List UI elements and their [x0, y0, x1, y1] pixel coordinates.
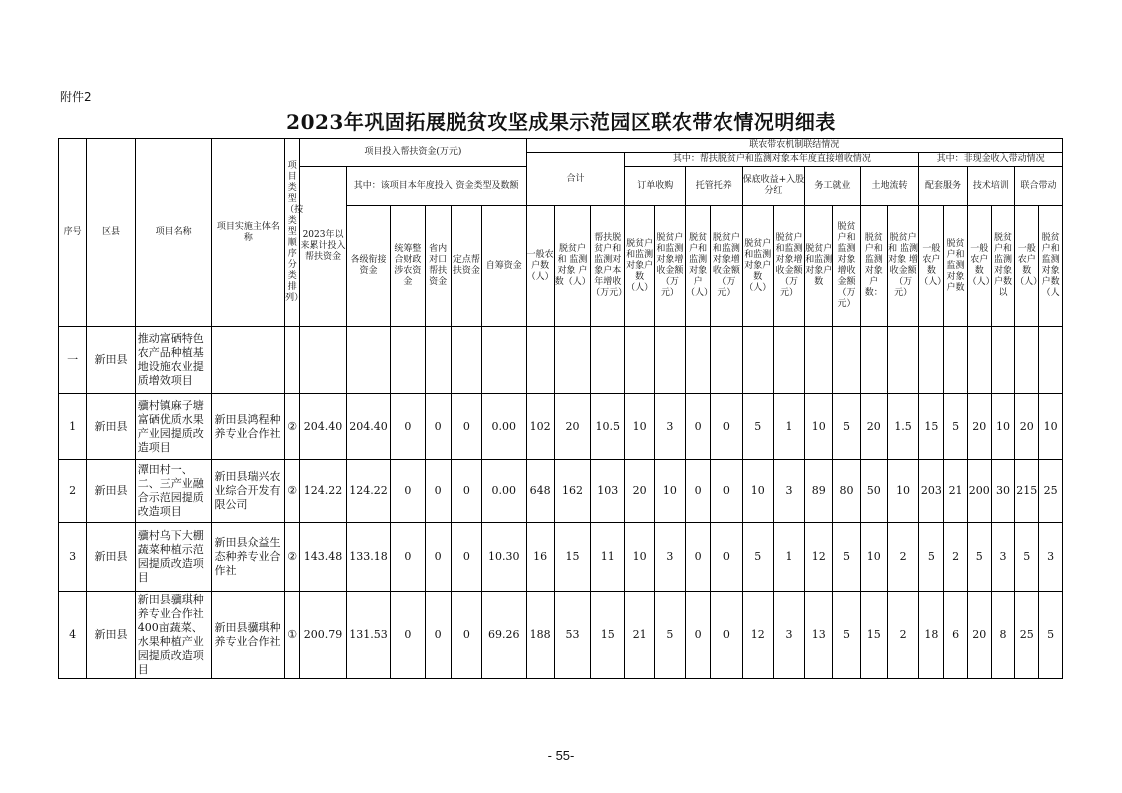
- row-fund: 204.40: [346, 394, 390, 460]
- row-county: 新田县: [87, 394, 135, 460]
- row-value: 2: [944, 523, 967, 592]
- row-entity: [212, 327, 285, 394]
- row-fund: 10.30: [482, 523, 526, 592]
- row-value: 215: [1015, 460, 1039, 523]
- table-row: [59, 523, 1063, 592]
- row-cumulative: [300, 327, 346, 394]
- row-value: 1: [773, 523, 804, 592]
- row-fund: 0: [425, 523, 451, 592]
- row-value: 648: [526, 460, 554, 523]
- header-custody: 托管托养: [686, 167, 743, 206]
- row-value: 2: [887, 523, 918, 592]
- row-value: [887, 327, 918, 394]
- row-value: 103: [591, 460, 625, 523]
- row-value: 10: [860, 523, 887, 592]
- row-fund: 0.00: [482, 394, 526, 460]
- header-joint: 联合带动: [1015, 167, 1063, 206]
- row-cumulative: 143.48: [300, 523, 346, 592]
- row-value: 20: [860, 394, 887, 460]
- row-entity: 新田县瑞兴农业综合开发有限公司: [212, 460, 285, 523]
- row-value: 12: [805, 523, 833, 592]
- row-value: 200: [967, 460, 991, 523]
- row-value: 5: [833, 394, 860, 460]
- row-seq: 2: [59, 460, 87, 523]
- row-value: [1015, 327, 1039, 394]
- row-value: 1.5: [887, 394, 918, 460]
- row-fund: 0: [425, 592, 451, 679]
- row-value: [591, 327, 625, 394]
- row-fund: [451, 327, 481, 394]
- row-value: [805, 327, 833, 394]
- row-value: 30: [991, 460, 1014, 523]
- row-value: 162: [554, 460, 590, 523]
- row-value: [1039, 327, 1063, 394]
- row-value: 5: [1039, 592, 1063, 679]
- row-type: [285, 327, 300, 394]
- header-of-which-year: 其中：该项目本年度投入 资金类型及数额: [346, 167, 526, 206]
- header-cumulative: 2023年以来累计投入帮扶资金: [300, 167, 346, 327]
- header-linkage-group: 联农带农机制联结情况: [526, 139, 1062, 153]
- row-entity: 新田县鸿程种养专业合作社: [212, 394, 285, 460]
- header-sub: 脱贫户和监测对象户（人）: [686, 206, 711, 327]
- page-number: - 55-: [547, 748, 575, 763]
- row-value: 2: [887, 592, 918, 679]
- row-value: 5: [654, 592, 685, 679]
- row-value: [554, 327, 590, 394]
- row-value: 15: [591, 592, 625, 679]
- header-sub: 脱贫户和 监测对象 增收金额（万元）: [887, 206, 918, 327]
- header-sub: 一般农户数（人）: [1015, 206, 1039, 327]
- header-sub: 脱贫户和监测对象户数: [805, 206, 833, 327]
- header-sub: 脱贫户和监测对象增收金额（万元）: [711, 206, 742, 327]
- header-sub: 一般农户数（人）: [919, 206, 944, 327]
- row-value: [860, 327, 887, 394]
- row-value: 13: [805, 592, 833, 679]
- row-value: 12: [742, 592, 773, 679]
- row-type: ②: [285, 460, 300, 523]
- header-order: 订单收购: [625, 167, 686, 206]
- header-investment-group: 项目投入帮扶资金(万元): [300, 139, 526, 167]
- row-fund: 0: [451, 592, 481, 679]
- row-value: [967, 327, 991, 394]
- header-sub: 帮扶脱贫户和监测对象户本年增收（万元）: [591, 206, 625, 327]
- header-sub: 脱贫户和监测对象户数：: [860, 206, 887, 327]
- row-fund: 0: [425, 394, 451, 460]
- header-labor: 务工就业: [805, 167, 861, 206]
- row-value: 3: [1039, 523, 1063, 592]
- row-value: 0: [711, 394, 742, 460]
- row-value: 10: [1039, 394, 1063, 460]
- row-value: 5: [833, 523, 860, 592]
- row-value: 21: [625, 592, 654, 679]
- header-county: 区县: [87, 139, 135, 327]
- row-fund: 0: [451, 394, 481, 460]
- row-cumulative: 124.22: [300, 460, 346, 523]
- row-value: 80: [833, 460, 860, 523]
- row-fund: 0: [451, 523, 481, 592]
- header-noncash-group: 其中：非现金收入带动情况: [919, 153, 1063, 167]
- row-county: 新田县: [87, 592, 135, 679]
- row-value: 5: [742, 523, 773, 592]
- row-value: 25: [1039, 460, 1063, 523]
- row-fund: 0.00: [482, 460, 526, 523]
- header-project-name: 项目名称: [135, 139, 212, 327]
- row-value: 11: [591, 523, 625, 592]
- row-fund: 133.18: [346, 523, 390, 592]
- header-fund-col: 定点帮扶资金: [451, 206, 481, 327]
- attachment-label: 附件2: [60, 90, 92, 104]
- row-entity: 新田县众益生态种养专业合作社: [212, 523, 285, 592]
- table-body: [59, 327, 1063, 679]
- row-value: [919, 327, 944, 394]
- row-value: 16: [526, 523, 554, 592]
- row-value: 0: [711, 460, 742, 523]
- header-service: 配套服务: [919, 167, 967, 206]
- row-county: 新田县: [87, 327, 135, 394]
- row-value: 20: [1015, 394, 1039, 460]
- row-value: [686, 327, 711, 394]
- row-cumulative: 204.40: [300, 394, 346, 460]
- row-type: ②: [285, 523, 300, 592]
- header-fund-col: 各级衔接资金: [346, 206, 390, 327]
- row-project-name: 新田县骥琪种养专业合作社400亩蔬菜、水果种植产业园提质改造项目: [135, 592, 212, 679]
- row-fund: 0: [425, 460, 451, 523]
- row-fund: 0: [391, 394, 425, 460]
- header-sub: 脱贫户和监测对象户数（人）: [742, 206, 773, 327]
- row-value: 10: [625, 394, 654, 460]
- row-value: [654, 327, 685, 394]
- row-project-name: 推动富硒特色农产品种植基地设施农业提质增效项目: [135, 327, 212, 394]
- row-value: 20: [967, 394, 991, 460]
- row-value: 20: [625, 460, 654, 523]
- row-value: 102: [526, 394, 554, 460]
- row-value: 21: [944, 460, 967, 523]
- row-value: 15: [554, 523, 590, 592]
- header-sub: 脱贫户和监测对象户数（人: [1039, 206, 1063, 327]
- header-seq: 序号: [59, 139, 87, 327]
- row-value: 3: [773, 592, 804, 679]
- row-fund: [425, 327, 451, 394]
- row-value: 10: [742, 460, 773, 523]
- row-value: 3: [773, 460, 804, 523]
- table-row: [59, 394, 1063, 460]
- row-seq: 4: [59, 592, 87, 679]
- row-value: [991, 327, 1014, 394]
- row-value: 15: [919, 394, 944, 460]
- header-sub: 脱贫户和监测对象户数以: [991, 206, 1014, 327]
- row-value: 3: [991, 523, 1014, 592]
- row-value: [711, 327, 742, 394]
- row-value: 50: [860, 460, 887, 523]
- header-fund-col: 省内对口帮扶资金: [425, 206, 451, 327]
- row-value: [833, 327, 860, 394]
- header-land: 土地流转: [860, 167, 919, 206]
- row-value: 1: [773, 394, 804, 460]
- row-value: 0: [711, 523, 742, 592]
- row-type: ①: [285, 592, 300, 679]
- row-value: [526, 327, 554, 394]
- row-project-name: 潭田村一、二、三产业融合示范园提质改造项目: [135, 460, 212, 523]
- row-fund: 0: [391, 592, 425, 679]
- row-value: 20: [554, 394, 590, 460]
- row-fund: 131.53: [346, 592, 390, 679]
- row-seq: 一: [59, 327, 87, 394]
- row-value: [742, 327, 773, 394]
- row-fund: 124.22: [346, 460, 390, 523]
- row-value: 5: [944, 394, 967, 460]
- row-fund: [346, 327, 390, 394]
- row-value: 5: [833, 592, 860, 679]
- row-cumulative: 200.79: [300, 592, 346, 679]
- row-value: 10: [991, 394, 1014, 460]
- row-fund: [482, 327, 526, 394]
- header-sub: 脱贫户和监测对象增收金额（万元）: [833, 206, 860, 327]
- detail-table: [58, 138, 1063, 679]
- page-title: 2023年巩固拓展脱贫攻坚成果示范园区联农带农情况明细表: [286, 110, 836, 134]
- row-value: 25: [1015, 592, 1039, 679]
- row-value: 6: [944, 592, 967, 679]
- header-sub: 脱贫户和监测对象户数（人）: [625, 206, 654, 327]
- row-value: 0: [686, 394, 711, 460]
- row-seq: 3: [59, 523, 87, 592]
- header-entity: 项目实施主体名称: [212, 139, 285, 327]
- row-value: 3: [654, 523, 685, 592]
- row-value: 10.5: [591, 394, 625, 460]
- row-value: 53: [554, 592, 590, 679]
- row-value: [944, 327, 967, 394]
- header-dividend: 保底收益+入股分红: [742, 167, 805, 206]
- row-value: 0: [686, 460, 711, 523]
- row-seq: 1: [59, 394, 87, 460]
- header-fund-col: 统筹整合财政涉农资金: [391, 206, 425, 327]
- table-row: [59, 327, 1063, 394]
- row-value: [625, 327, 654, 394]
- row-value: 89: [805, 460, 833, 523]
- header-direct-group: 其中：帮扶脱贫户和监测对象本年度直接增收情况: [625, 153, 919, 167]
- row-value: 5: [919, 523, 944, 592]
- header-project-type: 项目类型（按类型顺序分类排列）: [285, 139, 300, 327]
- row-value: 5: [1015, 523, 1039, 592]
- row-value: 203: [919, 460, 944, 523]
- header-sub: 脱贫户和监测对象户数: [944, 206, 967, 327]
- header-sub: 脱贫户和 监测对象 户数（人）: [554, 206, 590, 327]
- row-fund: 69.26: [482, 592, 526, 679]
- row-fund: [391, 327, 425, 394]
- header-fund-col: 自筹资金: [482, 206, 526, 327]
- row-value: 20: [967, 592, 991, 679]
- header-sub: 一般农户数（人）: [526, 206, 554, 327]
- row-fund: 0: [391, 460, 425, 523]
- row-type: ②: [285, 394, 300, 460]
- row-county: 新田县: [87, 523, 135, 592]
- row-fund: 0: [391, 523, 425, 592]
- header-total: 合计: [526, 153, 625, 206]
- row-project-name: 骥村乌下大棚蔬菜种植示范园提质改造项目: [135, 523, 212, 592]
- row-value: 10: [654, 460, 685, 523]
- header-training: 技术培训: [967, 167, 1014, 206]
- row-value: 5: [742, 394, 773, 460]
- row-fund: 0: [451, 460, 481, 523]
- row-value: 188: [526, 592, 554, 679]
- header-sub: 脱贫户和监测对象增收金额（万元）: [773, 206, 804, 327]
- row-value: 8: [991, 592, 1014, 679]
- row-county: 新田县: [87, 460, 135, 523]
- row-value: 10: [805, 394, 833, 460]
- row-value: [773, 327, 804, 394]
- table-row: [59, 592, 1063, 679]
- row-value: 15: [860, 592, 887, 679]
- row-value: 10: [887, 460, 918, 523]
- table-row: [59, 460, 1063, 523]
- row-value: 18: [919, 592, 944, 679]
- row-value: 10: [625, 523, 654, 592]
- header-sub: 脱贫户和监测对象增收金额（万元）: [654, 206, 685, 327]
- row-value: 5: [967, 523, 991, 592]
- header-sub: 一般农户数（人）: [967, 206, 991, 327]
- row-value: 0: [686, 523, 711, 592]
- row-value: 3: [654, 394, 685, 460]
- row-entity: 新田县骥琪种养专业合作社: [212, 592, 285, 679]
- row-value: 0: [686, 592, 711, 679]
- row-value: 0: [711, 592, 742, 679]
- row-project-name: 骥村镇麻子塘富硒优质水果产业园提质改造项目: [135, 394, 212, 460]
